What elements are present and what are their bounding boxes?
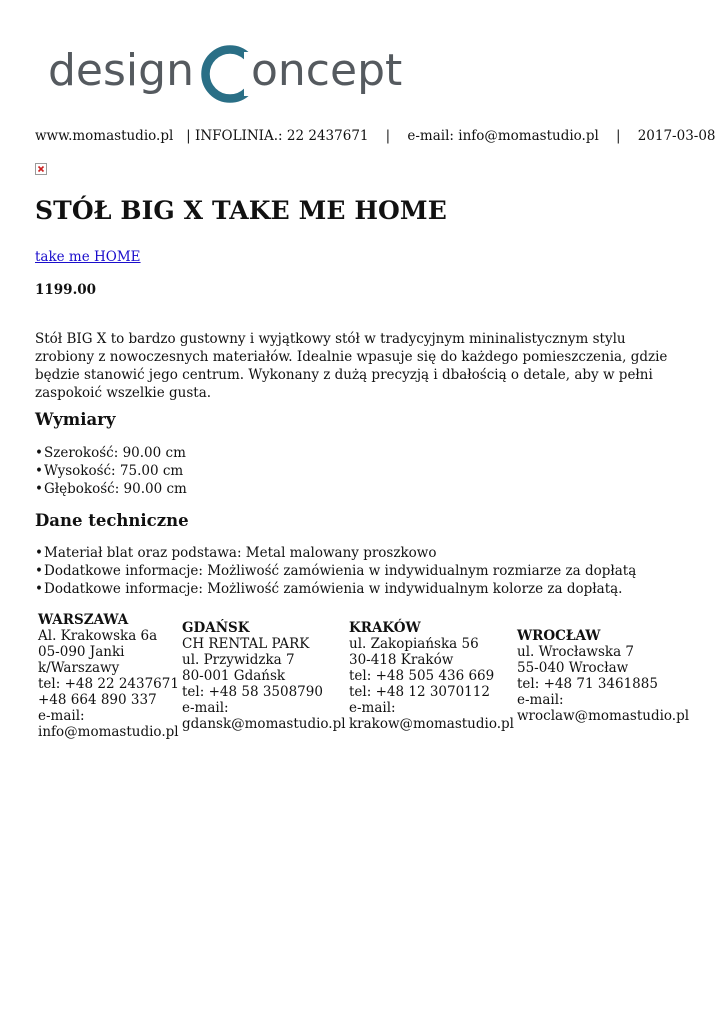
- bullet-icon: •: [35, 445, 43, 461]
- dimension-height: Wysokość: 75.00 cm: [44, 463, 184, 479]
- office-line: ul. Wrocławska 7: [517, 644, 635, 660]
- list-item: [35, 480, 187, 498]
- office-line: e-mail:: [517, 692, 564, 708]
- office-gdansk: [182, 620, 346, 732]
- office-line: ul. Przywidzka 7: [182, 652, 295, 668]
- office-line: 80-001 Gdańsk: [182, 668, 286, 684]
- logo-graphic: [46, 38, 403, 108]
- bullet-icon: •: [35, 481, 43, 497]
- office-city: WROCŁAW: [517, 628, 601, 644]
- office-city: WARSZAWA: [38, 612, 129, 628]
- office-line: tel: +48 22 2437671: [38, 676, 179, 692]
- office-line: tel: +48 58 3508790: [182, 684, 323, 700]
- office-line: CH RENTAL PARK: [182, 636, 310, 652]
- technical-info-size: Dodatkowe informacje: Możliwość zamówienia w indywidualnym rozmiarze za dopłatą: [44, 563, 637, 579]
- list-item: [35, 562, 636, 580]
- office-line: 55-040 Wrocław: [517, 660, 629, 676]
- list-item: [35, 444, 187, 462]
- list-item: [35, 580, 636, 598]
- office-line: Al. Krakowska 6a: [38, 628, 158, 644]
- product-description: Stół BIG X to bardzo gustowny i wyjątkowy stół w tradycyjnym mininalistycznym stylu zrobiony z nowoczesnych materiałów. Idealnie wpasuje się do każdego pomieszczenia, gdzie będzie stanowić jego centrum. Wykonany z dużą precyzją i dbałością o detale, aby w pełni zaspokoić wszelkie gusta.: [35, 331, 668, 401]
- broken-image-icon: [35, 163, 47, 175]
- product-title: STÓŁ BIG X TAKE ME HOME: [35, 196, 447, 225]
- brand-logo: [46, 38, 403, 108]
- dimensions-list: [35, 444, 187, 498]
- office-line: e-mail:: [182, 700, 229, 716]
- office-line: tel: +48 71 3461885: [517, 676, 658, 692]
- office-line: wroclaw@momastudio.pl: [517, 708, 690, 724]
- office-line: tel: +48 505 436 669: [349, 668, 495, 684]
- list-item: [35, 462, 187, 480]
- office-line: 05-090 Janki: [38, 644, 125, 660]
- office-line: info@momastudio.pl: [38, 724, 179, 740]
- office-warszawa: [38, 612, 179, 740]
- technical-heading: Dane techniczne: [35, 511, 189, 530]
- product-price: 1199.00: [35, 282, 97, 298]
- bullet-icon: •: [35, 463, 43, 479]
- collection-link[interactable]: take me HOME: [35, 249, 141, 265]
- office-line: e-mail:: [38, 708, 85, 724]
- office-line: e-mail:: [349, 700, 396, 716]
- dimension-depth: Głębokość: 90.00 cm: [44, 481, 187, 497]
- office-krakow: [349, 620, 514, 732]
- office-line: 30-418 Kraków: [349, 652, 454, 668]
- technical-list: [35, 544, 636, 598]
- bullet-icon: •: [35, 563, 43, 579]
- office-wroclaw: [517, 628, 689, 724]
- dimension-width: Szerokość: 90.00 cm: [44, 445, 186, 461]
- contact-info-line: www.momastudio.pl | INFOLINIA.: 22 2437671 | e-mail: info@momastudio.pl | 2017-03-08: [35, 128, 716, 144]
- logo-text-design: design: [48, 45, 194, 96]
- office-line: k/Warszawy: [38, 660, 120, 676]
- logo-text-oncept: oncept: [251, 45, 403, 96]
- office-line: gdansk@momastudio.pl: [182, 716, 346, 732]
- office-city: GDAŃSK: [182, 620, 250, 636]
- office-line: ul. Zakopiańska 56: [349, 636, 479, 652]
- office-line: krakow@momastudio.pl: [349, 716, 514, 732]
- technical-info-color: Dodatkowe informacje: Możliwość zamówienia w indywidualnym kolorze za dopłatą.: [44, 581, 623, 597]
- office-line: +48 664 890 337: [38, 692, 157, 708]
- bullet-icon: •: [35, 581, 43, 597]
- dimensions-heading: Wymiary: [35, 410, 116, 429]
- technical-material: Materiał blat oraz podstawa: Metal malowany proszkowo: [44, 545, 437, 561]
- bullet-icon: •: [35, 545, 43, 561]
- office-line: tel: +48 12 3070112: [349, 684, 490, 700]
- office-city: KRAKÓW: [349, 620, 421, 636]
- list-item: [35, 544, 636, 562]
